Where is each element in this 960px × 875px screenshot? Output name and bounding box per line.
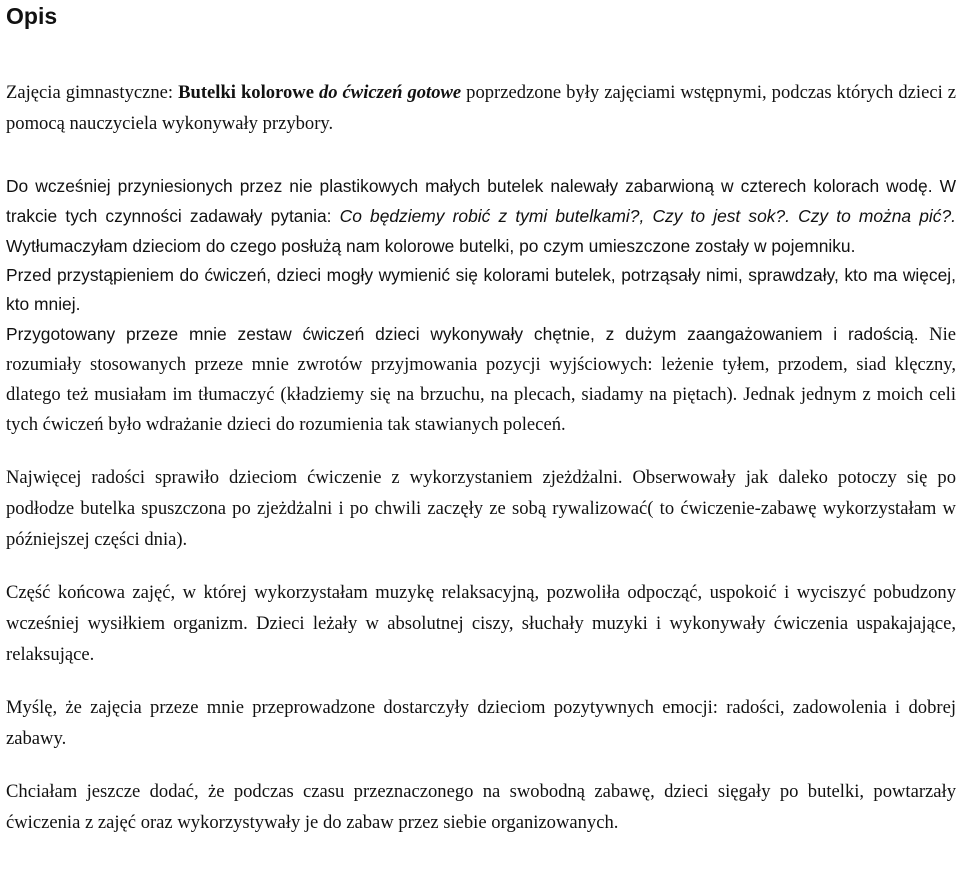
paragraph-slide-exercise: Najwięcej radości sprawiło dzieciom ćwiczenie z wykorzystaniem zjeżdżalni. Obserwowały jak daleko potoczy się po podłodze butelka spuszczona po zjeżdżalni i po chwili zaczęły ze sobą rywalizować( to ćwiczenie-zabawę wykorzystałam w późniejszej części dnia). xyxy=(6,467,956,550)
paragraph-addendum: Chciałam jeszcze dodać, że podczas czasu przeznaczonego na swobodną zabawę, dzieci sięgały po butelki, powtarzały ćwiczenia z zajęć oraz wykorzystywały je do zabaw przez siebie organizowanych. xyxy=(6,781,956,833)
paragraph-conclusion: Myślę, że zajęcia przeze mnie przeprowadzone dostarczyły dzieciom pozytywnych emocji: radości, zadowolenia i dobrej zabawy. xyxy=(6,697,956,749)
lesson-title-bold: Butelki kolorowe xyxy=(178,82,319,103)
page-title: Opis xyxy=(6,3,58,29)
paragraph-preparation-lead: Do wcześniej przyniesionych przez nie plastikowych małych butelek nalewały zabarwioną w czterech kolorach wodę. W trakcie tych czynności zadawały pytania: xyxy=(6,176,956,226)
paragraph-before-exercises: Przed przystąpieniem do ćwiczeń, dzieci mogły wymienić się kolorami butelek, potrząsały nimi, sprawdzały, kto ma więcej, kto mniej. xyxy=(6,265,956,314)
paragraph-exercise-set-rest: Nie rozumiały stosowanych przeze mnie zwrotów przyjmowania pozycji wyjściowych: leżenie tyłem, przodem, siad klęczny, dlatego też musiałam im tłumaczyć (kładziemy się na brzuchu, na plecach, siadamy na piętach). Jednak jednym z moich celi tych ćwiczeń było wdrażanie dzieci do rozumienia tak stawianych poleceń. xyxy=(6,324,956,435)
paragraph-intro-lead: Zajęcia gimnastyczne: xyxy=(6,82,179,103)
paragraph-intro-rest: poprzedzone były zajęciami wstępnymi, podczas których dzieci z pomocą nauczyciela wykonywały przybory. xyxy=(6,82,956,134)
document-page xyxy=(6,0,956,838)
paragraph-intro xyxy=(6,78,956,139)
lesson-title-bold-italic: do ćwiczeń gotowe xyxy=(318,82,462,103)
paragraph-final-part: Część końcowa zajęć, w której wykorzystałam muzykę relaksacyjną, pozwoliła odpocząć, uspokoić i wyciszyć pobudzony wcześniej wysiłkiem organizm. Dzieci leżały w absolutnej ciszy, słuchały muzyki i wykonywały ćwiczenia uspakajające, relaksujące. xyxy=(6,582,956,665)
paragraph-exercise-set-lead: Przygotowany przeze mnie zestaw ćwiczeń dzieci wykonywały chętnie, z dużym zaangażowaniem i radością. xyxy=(6,324,919,344)
paragraph-exercise-set xyxy=(6,319,956,440)
paragraph-preparation-rest: Wytłumaczyłam dzieciom do czego posłużą nam kolorowe butelki, po czym umieszczone zostały w pojemniku. xyxy=(6,236,856,256)
children-questions: Co będziemy robić z tymi butelkami?, Czy to jest sok?. Czy to można pić?. xyxy=(339,206,956,226)
paragraph-preparation xyxy=(6,171,956,261)
